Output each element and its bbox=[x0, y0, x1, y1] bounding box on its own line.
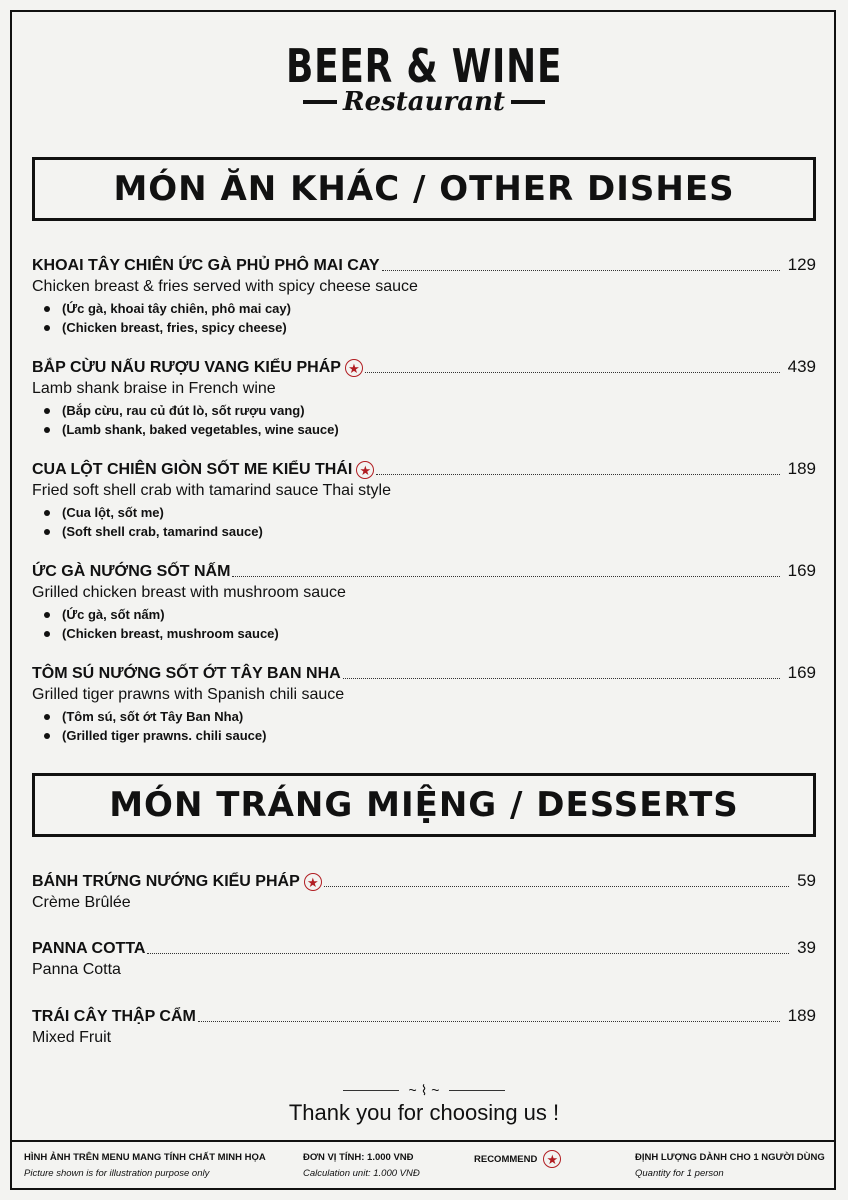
menu-item-price: 169 bbox=[787, 663, 816, 682]
ingredient-line: (Soft shell crab, tamarind sauce) bbox=[44, 522, 816, 541]
thank-you-text: Thank you for choosing us ! bbox=[288, 1100, 560, 1125]
logo-sub-text: Restaurant bbox=[342, 87, 505, 117]
menu-item-price: 59 bbox=[797, 871, 816, 890]
ingredient-line: (Ức gà, sốt nấm) bbox=[44, 605, 816, 624]
section-title: MÓN TRÁNG MIỆNG / DESSERTS bbox=[109, 785, 739, 825]
logo-bar-right bbox=[511, 100, 545, 104]
ingredient-list bbox=[32, 605, 816, 643]
menu-item-description: Grilled chicken breast with mushroom sauce bbox=[32, 584, 346, 601]
menu-item bbox=[32, 661, 816, 745]
star-badge-icon: ★ bbox=[345, 359, 363, 377]
menu-item-price: 169 bbox=[787, 561, 816, 580]
dot-leader bbox=[343, 678, 780, 679]
logo-main-text: BEER & WINE bbox=[285, 39, 563, 93]
menu-item-name: CUA LỘT CHIÊN GIÒN SỐT ME KIỂU THÁI bbox=[32, 461, 353, 478]
menu-item-price: 39 bbox=[797, 938, 816, 957]
ingredient-line: (Bắp cừu, rau củ đút lò, sốt rượu vang) bbox=[44, 401, 816, 420]
menu-item-header bbox=[32, 661, 816, 683]
menu-item-name: BÁNH TRỨNG NƯỚNG KIỂU PHÁP bbox=[32, 873, 300, 890]
footer-divider bbox=[10, 1140, 836, 1142]
menu-item bbox=[32, 1004, 816, 1047]
menu-item bbox=[32, 457, 816, 541]
menu-item-description: Panna Cotta bbox=[32, 961, 121, 978]
menu-item-price: 439 bbox=[787, 357, 816, 376]
menu-item-header bbox=[32, 936, 816, 958]
menu-item-name: TÔM SÚ NƯỚNG SỐT ỚT TÂY BAN NHA bbox=[32, 665, 341, 682]
menu-item-header bbox=[32, 1004, 816, 1026]
menu-item-header bbox=[32, 355, 816, 377]
menu-item-name: KHOAI TÂY CHIÊN ỨC GÀ PHỦ PHÔ MAI CAY bbox=[32, 257, 380, 274]
ingredient-line: (Chicken breast, mushroom sauce) bbox=[44, 624, 816, 643]
menu-item bbox=[32, 355, 816, 439]
menu-item bbox=[32, 869, 816, 912]
menu-item-name: ỨC GÀ NƯỚNG SỐT NẤM bbox=[32, 563, 231, 580]
menu-item-header bbox=[32, 457, 816, 479]
dot-leader bbox=[198, 1021, 780, 1022]
menu-item-price: 129 bbox=[787, 255, 816, 274]
dot-leader bbox=[365, 372, 780, 373]
section-header-other-dishes bbox=[32, 157, 816, 221]
section-title: MÓN ĂN KHÁC / OTHER DISHES bbox=[113, 169, 735, 209]
menu-item-header bbox=[32, 869, 816, 891]
ingredient-list bbox=[32, 707, 816, 745]
footer-recommend-legend: RECOMMEND ★ bbox=[474, 1150, 561, 1168]
logo-bar-left bbox=[303, 100, 337, 104]
ingredient-line: (Cua lột, sốt me) bbox=[44, 503, 816, 522]
ingredient-line: (Tôm sú, sốt ớt Tây Ban Nha) bbox=[44, 707, 816, 726]
ingredient-list bbox=[32, 503, 816, 541]
star-badge-icon: ★ bbox=[543, 1150, 561, 1168]
menu-item-description: Mixed Fruit bbox=[32, 1029, 112, 1046]
footer-unit-note: ĐƠN VỊ TÍNH: 1.000 VNĐ Calculation unit: 1.000 VNĐ bbox=[303, 1152, 420, 1179]
menu-item bbox=[32, 936, 816, 979]
ingredient-line: (Chicken breast, fries, spicy cheese) bbox=[44, 318, 816, 337]
ingredient-list bbox=[32, 401, 816, 439]
menu-item-name: PANNA COTTA bbox=[32, 940, 146, 957]
dot-leader bbox=[147, 953, 789, 954]
dot-leader bbox=[324, 886, 789, 887]
menu-item-header bbox=[32, 559, 816, 581]
menu-item-description: Chicken breast & fries served with spicy cheese sauce bbox=[32, 278, 418, 295]
menu-item-price: 189 bbox=[787, 459, 816, 478]
ingredient-line: (Grilled tiger prawns. chili sauce) bbox=[44, 726, 816, 745]
ingredient-list bbox=[32, 299, 816, 337]
flourish-divider-icon: ~ ⌇ ~ bbox=[0, 1082, 848, 1100]
dot-leader bbox=[232, 576, 779, 577]
menu-item bbox=[32, 253, 816, 337]
restaurant-logo bbox=[0, 39, 848, 117]
menu-item-name: BẮP CỪU NẤU RƯỢU VANG KIỂU PHÁP bbox=[32, 359, 341, 376]
menu-item-description: Crème Brûlée bbox=[32, 894, 131, 911]
ingredient-line: (Lamb shank, baked vegetables, wine sauce) bbox=[44, 420, 816, 439]
menu-item-price: 189 bbox=[787, 1006, 816, 1025]
star-badge-icon: ★ bbox=[356, 461, 374, 479]
section-header-desserts bbox=[32, 773, 816, 837]
footer-illustration-note: HÌNH ẢNH TRÊN MENU MANG TÍNH CHẤT MINH HỌA Picture shown is for illustration purpose only bbox=[24, 1152, 266, 1179]
menu-item-description: Grilled tiger prawns with Spanish chili sauce bbox=[32, 686, 345, 703]
menu-item-description: Fried soft shell crab with tamarind sauce Thai style bbox=[32, 482, 391, 499]
star-badge-icon: ★ bbox=[304, 873, 322, 891]
ingredient-line: (Ức gà, khoai tây chiên, phô mai cay) bbox=[44, 299, 816, 318]
menu-item bbox=[32, 559, 816, 643]
dot-leader bbox=[376, 474, 779, 475]
dot-leader bbox=[382, 270, 780, 271]
menu-item-header bbox=[32, 253, 816, 275]
menu-item-description: Lamb shank braise in French wine bbox=[32, 380, 276, 397]
footer-quantity-note: ĐỊNH LƯỢNG DÀNH CHO 1 NGƯỜI DÙNG Quantity for 1 person bbox=[635, 1152, 825, 1179]
menu-item-name: TRÁI CÂY THẬP CẨM bbox=[32, 1008, 196, 1025]
